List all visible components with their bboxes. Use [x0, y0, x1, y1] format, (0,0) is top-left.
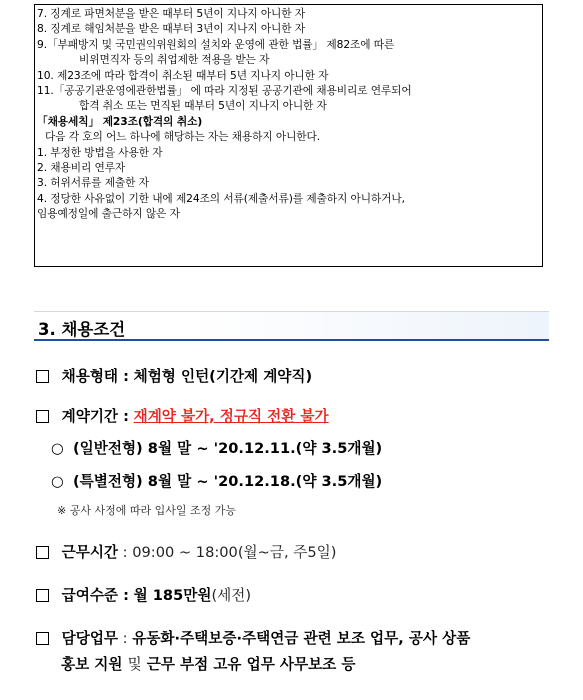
duties-line-2a: 홍보 지원 [61, 656, 123, 673]
rule-line-7: 7. 징계로 파면처분을 받은 때부터 5년이 지나지 아니한 자 [37, 7, 306, 20]
duties-row [36, 627, 470, 648]
rule-line-11: 11.「공공기관운영에관한법률」 에 따라 지정된 공공기관에 채용비리로 연루되어 [37, 84, 412, 98]
rule-heading: 「채용세칙」 제23조(합격의 취소) [37, 114, 203, 128]
checkbox-icon [36, 410, 49, 423]
salary-suffix: (세전) [211, 587, 252, 604]
circle-bullet-icon: ○ [51, 473, 64, 490]
duties-line-2c: 근무 부점 고유 업무 사무보조 등 [146, 656, 356, 673]
rule-item-4: 4. 정당한 사유없이 기한 내에 제24조의 서류(제출서류)를 제출하지 아니하거나, [37, 191, 405, 205]
checkbox-icon [36, 589, 49, 602]
rule-item-2: 2. 채용비리 연루자 [37, 161, 126, 175]
rule-line-9-cont: 비위면직자 등의 취업제한 적용을 받는 자 [79, 53, 270, 67]
checkbox-icon [36, 546, 49, 559]
rules-box [34, 4, 543, 267]
rule-item-3: 3. 허위서류를 제출한 자 [37, 176, 149, 190]
rule-line-9: 9.「부패방지 및 국민권익위원회의 설치와 운영에 관한 법률」 제82조에 따른 [37, 37, 395, 51]
rule-line-11-cont: 합격 취소 또는 면직된 때부터 5년이 지나지 아니한 자 [79, 99, 327, 113]
circle-bullet-icon: ○ [51, 440, 64, 457]
work-hours-row [36, 541, 336, 562]
employment-type-row [36, 365, 312, 386]
work-hours-value: : 09:00 ~ 18:00(월~금, 주5일) [122, 544, 337, 561]
duties-label: 담당업무 [61, 630, 119, 647]
duties-line-1: 유동화·주택보증·주택연금 관련 보조 업무, 공사 상품 [132, 630, 471, 647]
salary-value: 월 185만원 [133, 587, 212, 604]
checkbox-icon [36, 370, 49, 383]
rule-line-10: 10. 제23조에 따라 합격이 취소된 때부터 5년 지나지 아니한 자 [37, 68, 329, 82]
section-title: 3. 채용조건 [38, 320, 126, 339]
section-header [34, 311, 549, 341]
employment-type-value: 체험형 인턴(기간제 계약직) [133, 368, 313, 385]
contract-period-label: 계약기간 : [61, 408, 129, 425]
checkbox-icon [36, 632, 49, 645]
duties-separator: : [122, 630, 128, 647]
duties-line-2 [61, 653, 355, 674]
contract-period-item-general [51, 437, 382, 458]
salary-row [36, 584, 251, 605]
contract-period-value: 재계약 불가, 정규직 전환 불가 [133, 408, 329, 425]
section-header-top-rule [34, 311, 549, 312]
contract-period-item-special [51, 470, 382, 491]
contract-period-row [36, 405, 329, 426]
contract-period-item-text: (특별전형) 8월 말 ~ '20.12.18.(약 3.5개월) [73, 473, 383, 490]
rule-line-8: 8. 징계로 해임처분을 받은 때부터 3년이 지나지 아니한 자 [37, 22, 306, 36]
employment-type-label: 채용형태 : [61, 368, 129, 385]
contract-period-note: ※ 공사 사정에 따라 입사일 조정 가능 [57, 504, 236, 517]
rule-intro: 다음 각 호의 어느 하나에 해당하는 자는 채용하지 아니한다. [45, 130, 321, 144]
work-hours-label: 근무시간 [61, 544, 119, 561]
rule-item-4-cont: 임용예정일에 출근하지 않은 자 [37, 207, 180, 221]
contract-period-item-text: (일반전형) 8월 말 ~ '20.12.11.(약 3.5개월) [73, 440, 383, 457]
rule-item-1: 1. 부정한 방법을 사용한 자 [37, 145, 163, 159]
duties-line-2b: 및 [127, 656, 142, 673]
salary-label: 급여수준 : [61, 587, 129, 604]
